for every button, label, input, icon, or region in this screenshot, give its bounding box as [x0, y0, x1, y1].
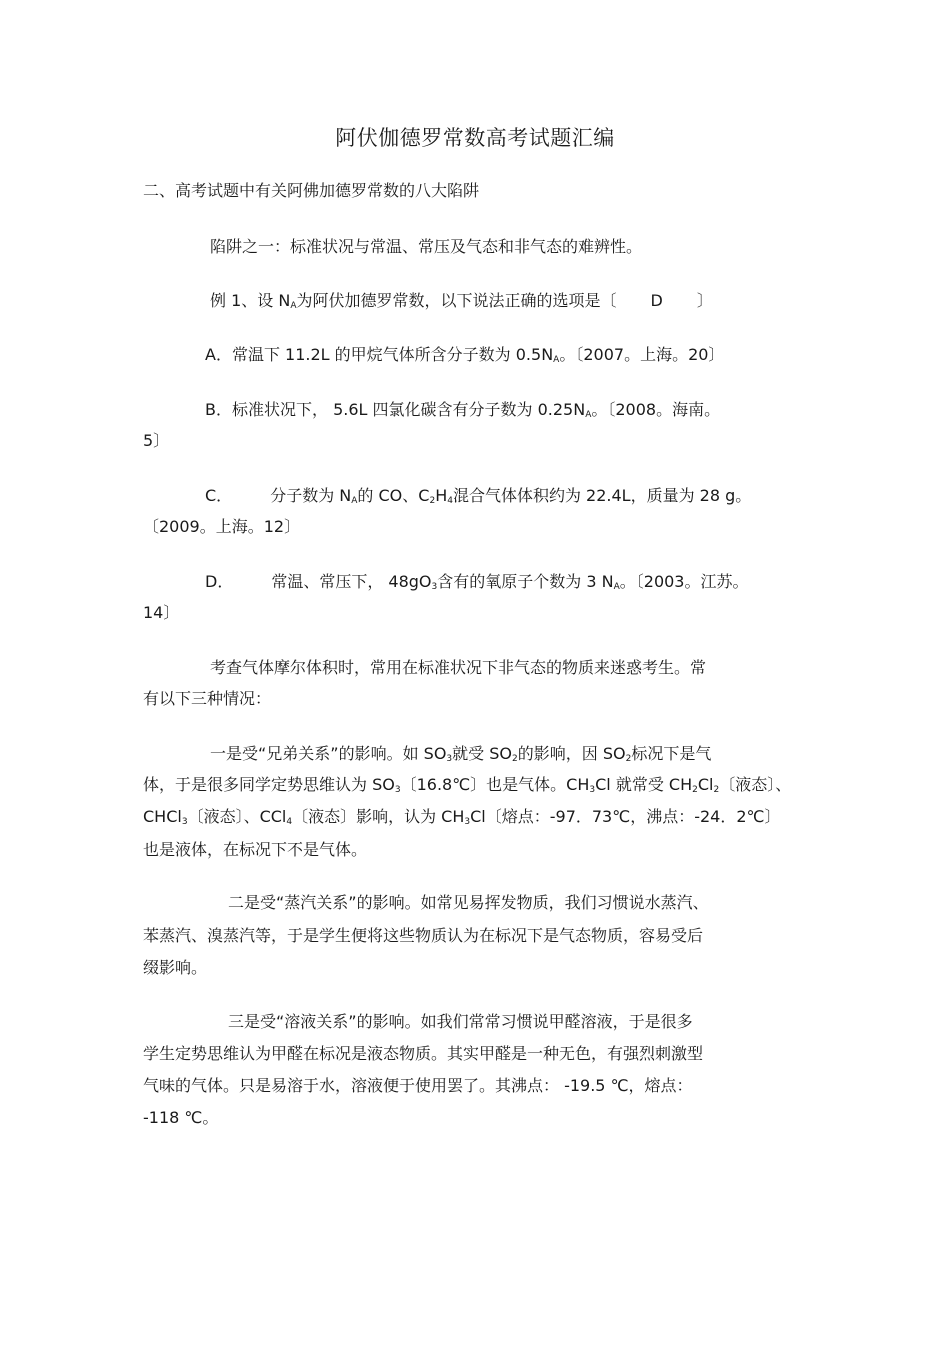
p1-l2-e: 〔液态〕、: [719, 775, 792, 794]
option-c-text1: 分子数为 N: [270, 486, 352, 505]
p1-l3-a: CHCl: [143, 807, 182, 826]
option-c-text2: 的 CO、C: [357, 486, 430, 505]
example-stem-suffix: 为阿伏加德罗常数，以下说法正确的选项是〔: [296, 291, 617, 310]
para2-line2: 苯蒸汽、溴蒸汽等，于是学生便将这些物质认为在标况下是气态物质，容易受后: [143, 926, 704, 945]
option-a: [205, 345, 724, 370]
para1-line3: [143, 807, 781, 832]
p1-l3-d: Cl〔熔点：-97．73℃，沸点：-24．2℃〕: [470, 807, 781, 826]
option-d-label: D．: [205, 572, 234, 591]
para2-line1: 二是受“蒸汽关系”的影响。如常见易挥发物质，我们习惯说水蒸汽、: [228, 893, 709, 912]
example-stem-close: 〕: [696, 291, 713, 310]
p1-l1-a: 一是受“兄弟关系”的影响。如 SO: [210, 744, 447, 763]
option-d-line2: 14〕: [143, 603, 180, 622]
p1-l1-d: 标况下是气: [631, 744, 712, 763]
option-c-sub3: 4: [447, 496, 453, 506]
option-c-line1: [205, 486, 751, 511]
p1-l1-b: 就受 SO: [452, 744, 512, 763]
p1-l1-c: 的影响，因 SO: [517, 744, 626, 763]
example-stem: [210, 291, 713, 316]
p1-l2-sub4: 2: [713, 785, 720, 795]
p1-l3-sub3: 3: [464, 817, 471, 827]
option-a-suffix: 。〔2007。上海。20〕: [559, 345, 725, 364]
p1-l2-b: 〔16.8℃〕也是气体。CH: [400, 775, 590, 794]
trap-heading: 陷阱之一：标准状况与常温、常压及气态和非气态的难辨性。: [210, 237, 643, 256]
section-heading: 二、高考试题中有关阿佛加德罗常数的八大陷阱: [143, 181, 480, 200]
p1-l2-sub: 3: [394, 785, 401, 795]
document-title: 阿伏伽德罗常数高考试题汇编: [335, 126, 615, 150]
p1-l2-sub2: 3: [589, 785, 596, 795]
option-c-sub1: A: [351, 496, 358, 506]
example-stem-sub: A: [290, 301, 297, 311]
para1-line1: [210, 744, 711, 769]
intro-line2: 有以下三种情况：: [143, 689, 272, 708]
option-c-line2: 〔2009。上海。12〕: [143, 517, 301, 536]
p1-l2-sub3: 2: [692, 785, 698, 795]
p1-l3-sub1: 3: [181, 817, 188, 827]
option-a-prefix: A．常温下 11.2L 的甲烷气体所含分子数为 0.5N: [205, 345, 554, 364]
intro-line1: 考查气体摩尔体积时，常用在标准状况下非气态的物质来迷惑考生。常: [210, 658, 707, 677]
option-d-text3: 。〔2003。江苏。: [619, 572, 749, 591]
para3-line1: 三是受“溶液关系”的影响。如我们常常习惯说甲醛溶液，于是很多: [228, 1012, 693, 1031]
option-b-prefix: B．标准状况下， 5.6L 四氯化碳含有分子数为 0.25N: [205, 400, 586, 419]
p1-l2-d: Cl: [697, 775, 714, 794]
p1-l3-sub2: 4: [286, 817, 293, 827]
p1-l3-c: 〔液态〕影响，认为 CH: [292, 807, 465, 826]
example-stem-prefix: 例 1、设 N: [210, 291, 291, 310]
p1-l1-sub1: 3: [446, 754, 453, 764]
option-b-sub: A: [585, 410, 592, 420]
option-b-line1: [205, 400, 720, 425]
p1-l2-c: Cl 就常受 CH: [595, 775, 693, 794]
option-d-sub1: 3: [431, 582, 438, 592]
option-b-line2: 5〕: [143, 431, 170, 450]
option-a-sub: A: [553, 355, 560, 365]
option-d-line1: [205, 572, 749, 597]
option-d-text2: 含有的氧原子个数为 3 N: [437, 572, 614, 591]
para2-line3: 缀影响。: [143, 958, 208, 977]
para1-line2: [143, 775, 791, 800]
option-d-text1: 常温、常压下， 48gO: [271, 572, 432, 591]
p1-l1-sub2: 2: [512, 754, 518, 764]
option-c-text3: H: [435, 486, 448, 505]
option-d-sub2: A: [613, 582, 620, 592]
option-c-text4: 混合气体体积约为 22.4L，质量为 28 g。: [452, 486, 752, 505]
p1-l3-b: 〔液态〕、CCl: [187, 807, 287, 826]
p1-l2-a: 体，于是很多同学定势思维认为 SO: [143, 775, 395, 794]
para3-line2: 学生定势思维认为甲醛在标况是液态物质。其实甲醛是一种无色，有强烈刺激型: [143, 1044, 704, 1063]
option-b-suffix: 。〔2008。海南。: [591, 400, 721, 419]
p1-l1-sub3: 2: [625, 754, 632, 764]
para3-line4: -118 ℃。: [143, 1108, 219, 1127]
example-answer: D: [650, 291, 663, 310]
para3-line3: 气味的气体。只是易溶于水，溶液便于使用罢了。其沸点： -19.5 ℃，熔点：: [143, 1076, 693, 1095]
option-c-label: C．: [205, 486, 233, 505]
option-c-sub2: 2: [429, 496, 436, 506]
para1-line4: 也是液体，在标况下不是气体。: [143, 840, 368, 859]
